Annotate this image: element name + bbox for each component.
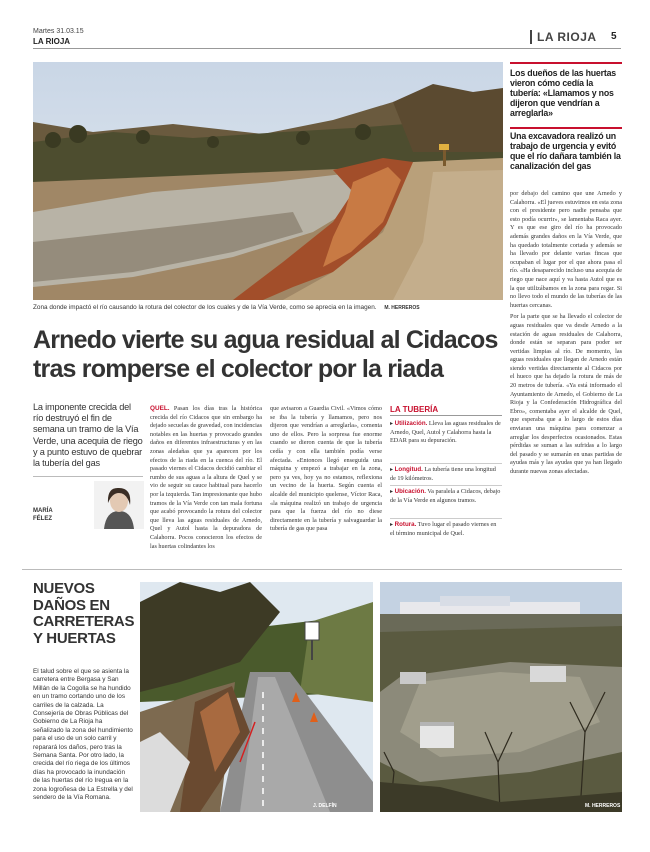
info-box-rule	[390, 415, 502, 416]
info-item-text: Lleva las aguas residuales de Arnedo, Quel, Autol y Calahorra hasta la EDAR para su depuración.	[390, 420, 501, 445]
article-paragraph: Por la parte que se ha llevado el colector de aguas residuales que va desde Arnedo a la estación de aguas residuales de Calahorra, donde están se separan para poder ser vertidas limpias al río. De momento, las aguas residuales que llegan de Arnedo están siendo vertidas directamente al Cidacos por el hueco que ha dejado la rotura de más de 20 metros de tubería. «Ya está informado el Ayuntamiento de Arnedo, el Gobierno de La Rioja y la Confederación Hidrográfica del Ebro», comentaba ayer el alcalde de Quel, que esperaba que a lo largo de estos días enviaran una máquina para comenzar a arreglar los desperfectos ocasionados. Estas pérdidas se suman a las sufridas a lo largo del pasado y se sumarán en unas partidas de ayudas más y las ayudas que ya han llegado durante nuevas zonas afectadas.	[510, 313, 622, 475]
info-item-label: Rotura.	[394, 521, 417, 528]
author-photo	[94, 481, 144, 529]
sidebar-rule-1	[510, 62, 622, 64]
photo-credit: J. DELFÍN	[313, 803, 337, 809]
info-box-separator	[390, 463, 502, 464]
flooded-gardens-photo	[380, 582, 622, 812]
sidebar-rule-2	[510, 127, 622, 129]
info-item-text: La tubería tiene una longitud de 19 kilómetros.	[390, 466, 496, 482]
article-paragraph: Pasan los días tras la histórica crecida del río Cidacos que sin embargo ha dejado secuelas de gravedad, con incidencias notables en las huertas y provocado grandes daños en diferentes infraestructuras y en las zonas aledañas que ya aparecen por los efectos de la riada en la cuenca del río. El pasado viernes el Cidacos decidió cambiar el rumbo de sus aguas a la altura de Quel y se vio de seguir su cauce habitual para hacerlo por la izquierda. Tan impresionante que hubo tramos de la Vía Verde con tan mala fortuna que acabó provocando la rotura del colector que lleva las aguas residuales de Arnedo, Quel y Autol hasta la depuradora de Calahorra. Pocos conocieron los efectos de las huertas colindantes los	[150, 405, 262, 550]
page-date: Martes 31.03.15	[33, 28, 84, 35]
info-item-label: Utilización.	[394, 420, 428, 427]
article-paragraph: que avisaron a Guardia Civil. «Vimos cómo se iba la tubería y llamamos, pero nos dijeron que vendrían a arreglarla», comenta uno de ellos. Pero la sorpresa fue enorme cuando se dieron cuenta de que la tubería cedía y con ella también podía verse afectada. «Entonces llegó enseguida una máquina y empezó a trabajar en la zona, pero ya ves, hoy ya no estamos, reflexiona un vecino de la huerta. Según cuenta el alcalde del municipio quelense, Víctor Raca, «la máquina realizó un trabajo de urgencia para que la fuerza del río no diese directamente en la tubería y salvaguardar la tubería de gas que pasa	[270, 405, 382, 533]
info-item-label: Longitud.	[394, 466, 423, 473]
info-box-item: ▸ Ubicación. Va paralela a Cidacos, debajo de la Vía Verde en algunos tramos.	[390, 488, 501, 504]
article-paragraph: por debajo del camino que une Arnedo y Calahorra. «El jueves estuvimos en esta zona con el presidente pero nadie pensaba que esto podía ocurrir», se lamentaba Raca ayer. Y es que ese giro del río ha provocado además grandes daños en la Vía Verde, que ha quedado totalmente cortada y además se ha llevado por delante varias fincas que ocupaban el lugar por el que ahora pasa el río. «Ha desaparecido incluso una acequia de riego que nace aquí y va hasta Autol que es la que utilizábamos en la zona para regar. Si no llevo todo el mundo de las tuberías de las huertas cercanas.	[510, 190, 622, 309]
info-box-title: LA TUBERÍA	[390, 405, 439, 414]
newspaper-section: LA RIOJA	[33, 37, 71, 46]
photo-credit: M. HERREROS	[384, 305, 420, 311]
article-column-2	[270, 405, 382, 567]
main-headline: Arnedo vierte su agua residual al Cidacos tras romperse el colector por la riada	[33, 326, 498, 383]
author-last-name: FÉLEZ	[33, 516, 52, 522]
article-deck: La imponente crecida del río destruyó el fin de semana un tramo de la Vía Verde, una acequia de riego y a punto estuvo de quebrar la tubería del gas	[33, 402, 143, 469]
header-rule	[33, 48, 621, 49]
info-box-item: ▸ Utilización. Lleva las aguas residuales de Arnedo, Quel, Autol y Calahorra hasta la EDAR para su depuración.	[390, 420, 501, 445]
info-item-text: Va paralela a Cidacos, debajo de la Vía Verde en algunos tramos.	[390, 488, 501, 504]
main-photo-caption	[33, 304, 503, 311]
article-column-4	[510, 190, 622, 565]
section2-title: NUEVOS DAÑOS EN CARRETERAS Y HUERTAS	[33, 580, 135, 647]
sidebar-headline-2: Una excavadora realizó un trabajo de urgencia y evitó que el río dañara también la canalización del gas	[510, 131, 621, 171]
article-column-1	[150, 405, 262, 567]
section-divider	[22, 569, 622, 570]
road-damage-photo	[140, 582, 373, 812]
info-item-text: Tuvo lugar el pasado viernes en el término municipal de Quel.	[390, 521, 497, 537]
info-box-separator	[390, 485, 502, 486]
author-first-name: MARÍA	[33, 508, 53, 514]
sidebar-headline-1: Los dueños de las huertas vieron cómo cedía la tubería: «Llamamos y nos dijeron que vendrían a arreglarla»	[510, 68, 616, 118]
info-box-item: ▸ Longitud. La tubería tiene una longitud de 19 kilómetros.	[390, 466, 496, 482]
section2-body: El talud sobre el que se asienta la carretera entre Bergasa y San Millán de la Cogolla se ha hundido en un tramo cortando uno de los carriles de la calzada. La Consejería de Obras Públicas del Gobierno de La Rioja ha señalizado la zona del hundimiento para el uso de un solo carril y reparará los daños, pero tras la Semana Santa. Por otro lado, la crecida del río riega de los últimos días ha provocado la inundación de las huertas del río Iregua en la zona logroñesa de La Estrella y del sendero de la Vía Romana.	[33, 668, 133, 802]
page-number: 5	[611, 31, 617, 42]
photo-credit: M. HERREROS	[585, 803, 621, 809]
article-lead-word: QUEL.	[150, 405, 170, 412]
section-tag: LA RIOJA	[530, 30, 597, 44]
info-box-separator	[390, 518, 502, 519]
author-rule	[33, 476, 143, 477]
caption-text: Zona donde impactó el río causando la rotura del colector de los cuales y de la Vía Verde, como se aprecia en la imagen.	[33, 304, 377, 311]
main-photo	[33, 62, 503, 300]
info-item-label: Ubicación.	[394, 488, 426, 495]
info-box-item: ▸ Rotura. Tuvo lugar el pasado viernes en el término municipal de Quel.	[390, 521, 497, 537]
author-byline	[33, 507, 53, 523]
